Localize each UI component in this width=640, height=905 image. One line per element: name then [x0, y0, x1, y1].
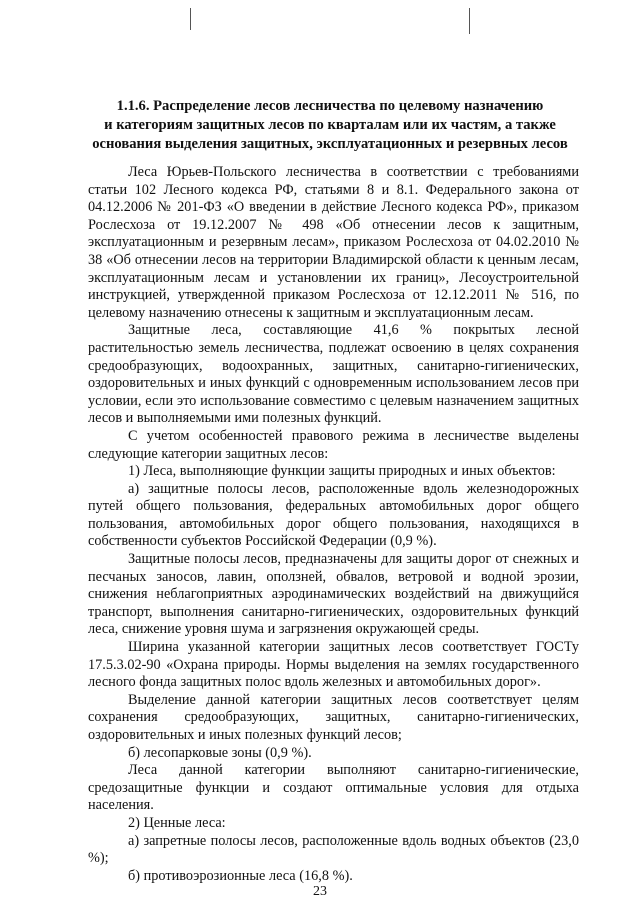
paragraph-category-2a: а) запретные полосы лесов, расположенные вдоль водных объектов (23,0 %); [88, 832, 579, 867]
body-text [88, 164, 579, 885]
paragraph-category-1a: а) защитные полосы лесов, расположенные вдоль железнодорожных путей общего пользования, федеральных автомобильных дорог общего пользования, автомобильных дорог общего пользования, находящихся в собственности субъектов Российской Федерации (0,9 %). [88, 480, 579, 550]
paragraph-road-strips: Защитные полосы лесов, предназначены для защиты дорог от снежных и песчаных заносов, лавин, оползней, обвалов, ветровой и водной эрозии, снижения неблагоприятных аэродинамических воздействий на движущийся транспорт, выполнения санитарно-гигиенических, оздоровительных функций леса, снижение уровня шума и загрязнения окружающей среды. [88, 551, 579, 638]
paragraph-park-functions: Леса данной категории выполняют санитарно-гигиенические, средозащитные функции и создают оптимальные условия для отдыха населения. [88, 762, 579, 814]
paragraph-gost-width: Ширина указанной категории защитных лесов соответствует ГОСТу 17.5.3.02-90 «Охрана природы. Нормы выделения на землях государственного лесного фонда защитных полос вдоль железных и автомобильных дорог». [88, 639, 579, 691]
heading-line-2: и категориям защитных лесов по кварталам или их частям, а также [104, 117, 556, 133]
scan-mark-right [469, 8, 470, 34]
paragraph-allocation-goals: Выделение данной категории защитных лесов соответствует целям сохранения средообразующих, защитных, санитарно-гигиенических, оздоровительных и иных полезных функций лесов; [88, 691, 579, 743]
paragraph-category-2b: б) противоэрозионные леса (16,8 %). [128, 867, 353, 884]
paragraph-category-2: 2) Ценные леса: [128, 814, 226, 831]
paragraph-category-1b: б) лесопарковые зоны (0,9 %). [128, 744, 312, 761]
page-number: 23 [313, 884, 327, 899]
section-heading [60, 97, 600, 154]
paragraph-protective-forests: Защитные леса, составляющие 41,6 % покрытых лесной растительностью земель лесничества, подлежат освоению в целях сохранения средообразующих, водоохранных, защитных, санитарно-гигиенических, оздоровительных и иных функций с одновременным использованием лесов при условии, если это использование совместимо с целевым назначением защитных лесов и выполняемыми ими полезных функций. [88, 322, 579, 427]
paragraph-intro: Леса Юрьев-Польского лесничества в соответствии с требованиями статьи 102 Лесного кодекса РФ, статьями 8 и 8.1. Федерального закона от 04.12.2006 № 201-ФЗ «О введении в действие Лесного кодекса РФ», приказом Рослесхоза от 19.12.2007 № 498 «Об отнесении лесов к защитным, эксплуатационным и резервным лесам», приказом Рослесхоза от 04.02.2010 № 38 «Об отнесении лесов на территории Владимирской области к ценным лесам, эксплуатационным лесам и установлении их границ», Лесоустроительной инструкцией, утвержденной приказом Рослесхоза от 12.12.2011 № 516, по целевому назначению отнесены к защитным и эксплуатационным лесам. [88, 164, 579, 321]
paragraph-category-1: 1) Леса, выполняющие функции защиты природных и иных объектов: [128, 463, 556, 480]
paragraph-categories-intro: С учетом особенностей правового режима в лесничестве выделены следующие категории защитных лесов: [88, 427, 579, 462]
heading-line-3: основания выделения защитных, эксплуатационных и резервных лесов [92, 136, 568, 152]
scan-mark-left [190, 8, 191, 30]
heading-line-1: 1.1.6. Распределение лесов лесничества по целевому назначению [116, 98, 544, 114]
